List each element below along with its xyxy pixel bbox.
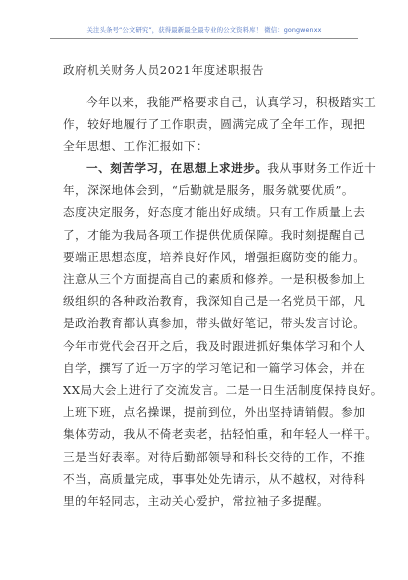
paragraph-line: 注意从三个方面提高自己的素质和修养。一是积极参加上: [63, 272, 366, 287]
paragraph-first-line: [63, 157, 377, 179]
intro-paragraph: [63, 91, 377, 158]
paragraph-line: 上班下班，点名操课，提前到位，外出坚持请销假。参加: [63, 405, 366, 420]
paragraph-text: 我从事财务工作近十: [267, 161, 377, 175]
header-divider: [50, 38, 358, 39]
paragraph-line: 三是当好表率。对待后勤部领导和科长交待的工作，不推: [63, 449, 366, 464]
paragraph-line: 自学，撰写了近一万字的学习笔记和一篇学习体会，并在: [63, 360, 366, 375]
paragraph-line: 级组织的各种政治教育，我深知自己是一名党员干部，凡: [63, 294, 366, 309]
paragraph-line: 年，深深地体会到，“后勤就是服务，服务就要优质”。: [63, 183, 355, 198]
document-title: 政府机关财务人员2021年度述职报告: [63, 63, 265, 77]
paragraph-line: 全年思想、工作汇报如下：: [63, 139, 209, 154]
paragraph-line: 要端正思想态度，培养良好作风，增强拒腐防变的能力。: [63, 249, 366, 264]
paragraph-line: 不当，高质量完成，事事处处先请示，从不越权，对待科: [63, 471, 366, 486]
paragraph-line: 里的年轻同志，主动关心爱护，常拉袖子多提醒。: [63, 494, 330, 509]
paragraph-line: 作，较好地履行了工作职责，圆满完成了全年工作，现把: [63, 117, 366, 132]
paragraph-line: 态度决定服务，好态度才能出好成绩。只有工作质量上去: [63, 205, 366, 220]
paragraph-line: 是政治教育都认真参加，带头做好笔记，带头发言讨论。: [63, 316, 366, 331]
paragraph-line: 今年市党代会召开之后，我及时跟进抓好集体学习和个人: [63, 338, 366, 353]
paragraph-line: 集体劳动，我从不倚老卖老，拈轻怕重，和年轻人一样干。: [63, 427, 378, 442]
section-one-paragraph: [63, 157, 383, 512]
section-heading: 一、刻苦学习，在思想上求进步。: [86, 161, 268, 175]
header-banner[interactable]: 关注头条号“公文研究”，获得最新最全最专业的公文资料库！ 微信：gongwenxx: [86, 26, 322, 34]
paragraph-line: XX局大会上进行了交流发言。二是一日生活制度保持良好。: [63, 383, 383, 398]
paragraph-line: 今年以来，我能严格要求自己，认真学习，积极踏实工: [86, 95, 377, 109]
paragraph-line: 了，才能为我局各项工作提供优质保障。我时刻提醒自己: [63, 227, 366, 242]
